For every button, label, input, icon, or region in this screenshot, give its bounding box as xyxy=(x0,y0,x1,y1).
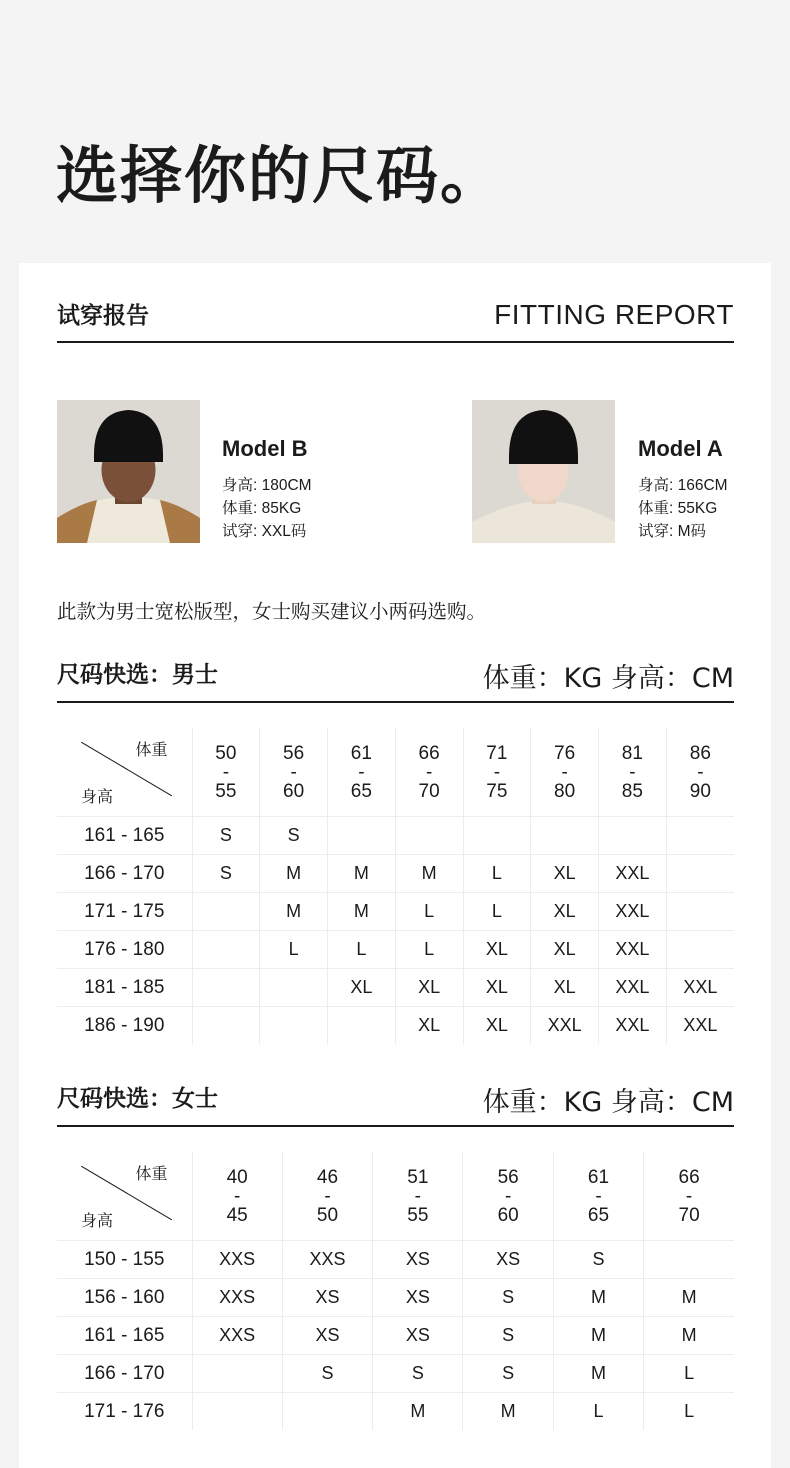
size-cell: L xyxy=(644,1393,734,1431)
table-row xyxy=(57,817,734,855)
weight-from: 66 xyxy=(678,1166,700,1188)
size-cell xyxy=(192,931,260,969)
size-cell: L xyxy=(463,893,531,931)
size-cell: M xyxy=(373,1393,463,1431)
weight-range-header xyxy=(553,1152,643,1241)
men-size-table xyxy=(57,728,734,1044)
size-cell: S xyxy=(373,1355,463,1393)
size-cell: S xyxy=(553,1241,643,1279)
weight-to: 45 xyxy=(226,1204,248,1226)
model-b-weight: 体重: 85KG xyxy=(222,500,302,517)
weight-to: 60 xyxy=(283,780,305,802)
size-cell xyxy=(192,1393,282,1431)
weight-range-header xyxy=(328,728,396,817)
table-row xyxy=(57,855,734,893)
fitting-card xyxy=(19,263,771,1468)
size-cell xyxy=(666,931,734,969)
weight-range-header xyxy=(531,728,599,817)
weight-range-header xyxy=(666,728,734,817)
size-cell: XL xyxy=(531,855,599,893)
weight-from: 76 xyxy=(554,742,576,764)
corner-height-label: 身高 xyxy=(81,787,114,806)
size-cell: M xyxy=(553,1279,643,1317)
range-dash: - xyxy=(629,761,636,783)
model-a-weight: 体重: 55KG xyxy=(638,500,718,517)
women-size-table xyxy=(57,1152,734,1430)
size-cell: S xyxy=(282,1355,372,1393)
range-dash: - xyxy=(685,1185,693,1207)
weight-from: 61 xyxy=(587,1166,610,1188)
table-row xyxy=(57,1279,734,1317)
size-cell xyxy=(328,817,396,855)
size-cell xyxy=(282,1393,372,1431)
weight-to: 55 xyxy=(407,1204,429,1226)
weight-to: 90 xyxy=(689,780,711,802)
size-cell xyxy=(395,817,463,855)
height-range-cell: 186 - 190 xyxy=(57,1007,192,1045)
size-cell: L xyxy=(260,931,328,969)
height-range-cell: 150 - 155 xyxy=(57,1241,192,1279)
model-a-name: Model A xyxy=(638,436,723,461)
corner-height-label: 身高 xyxy=(81,1211,114,1230)
range-dash: - xyxy=(324,1185,331,1207)
height-range-cell: 166 - 170 xyxy=(57,855,192,893)
height-range-cell: 161 - 165 xyxy=(57,817,192,855)
size-cell: XXS xyxy=(192,1241,282,1279)
table-row xyxy=(57,931,734,969)
weight-from: 66 xyxy=(418,742,440,764)
size-cell: XS xyxy=(282,1279,372,1317)
model-b-stats xyxy=(222,474,312,543)
weight-from: 46 xyxy=(316,1166,339,1188)
range-dash: - xyxy=(493,761,501,783)
table-row xyxy=(57,893,734,931)
model-b-photo xyxy=(57,400,200,543)
table-row xyxy=(57,1393,734,1431)
height-range-cell: 156 - 160 xyxy=(57,1279,192,1317)
size-cell: M xyxy=(644,1279,734,1317)
weight-to: 70 xyxy=(678,1204,700,1226)
size-cell: XXL xyxy=(599,931,667,969)
weight-range-header xyxy=(373,1152,463,1241)
size-cell: S xyxy=(463,1317,553,1355)
height-range-cell: 176 - 180 xyxy=(57,931,192,969)
size-cell xyxy=(192,1007,260,1045)
size-cell: S xyxy=(260,817,328,855)
weight-from: 51 xyxy=(407,1166,429,1188)
weight-range-header xyxy=(192,1152,282,1241)
weight-to: 85 xyxy=(621,780,643,802)
size-cell: XXL xyxy=(599,969,667,1007)
weight-range-header xyxy=(644,1152,734,1241)
weight-range-header xyxy=(282,1152,372,1241)
weight-range-header xyxy=(192,728,260,817)
size-cell: XXS xyxy=(282,1241,372,1279)
fit-note: 此款为男士宽松版型，女士购买建议小两码选购。 xyxy=(57,600,487,623)
size-cell xyxy=(260,1007,328,1045)
corner-weight-label: 体重 xyxy=(135,740,168,759)
range-dash: - xyxy=(358,761,365,783)
corner-weight-label: 体重 xyxy=(135,1164,168,1183)
weight-range-header xyxy=(260,728,328,817)
size-cell: XL xyxy=(463,931,531,969)
size-cell: M xyxy=(463,1393,553,1431)
model-a-photo xyxy=(472,400,615,543)
size-cell: M xyxy=(328,893,396,931)
size-cell: XS xyxy=(373,1241,463,1279)
weight-to: 65 xyxy=(350,780,372,802)
height-range-cell: 171 - 176 xyxy=(57,1393,192,1431)
size-cell: XXL xyxy=(599,1007,667,1045)
size-cell: XL xyxy=(531,969,599,1007)
men-units: 体重：KG 身高：CM xyxy=(482,663,734,694)
height-range-cell: 171 - 175 xyxy=(57,893,192,931)
weight-to: 70 xyxy=(418,780,440,802)
weight-range-header xyxy=(599,728,667,817)
weight-from: 86 xyxy=(689,742,711,764)
weight-from: 50 xyxy=(215,742,237,764)
weight-to: 80 xyxy=(554,780,576,802)
range-dash: - xyxy=(222,761,230,783)
size-cell: XXL xyxy=(666,1007,734,1045)
model-b-tried: 试穿: XXL码 xyxy=(222,523,307,540)
size-cell: XL xyxy=(395,1007,463,1045)
weight-from: 71 xyxy=(486,742,508,764)
size-cell: XXL xyxy=(666,969,734,1007)
weight-range-header xyxy=(395,728,463,817)
size-cell: L xyxy=(644,1355,734,1393)
size-cell xyxy=(599,817,667,855)
size-cell: XL xyxy=(328,969,396,1007)
range-dash: - xyxy=(595,1185,602,1207)
report-title-en: FITTING REPORT xyxy=(494,299,734,330)
size-cell: L xyxy=(463,855,531,893)
divider xyxy=(57,701,734,703)
size-cell: S xyxy=(463,1279,553,1317)
size-cell xyxy=(260,969,328,1007)
size-cell: XS xyxy=(463,1241,553,1279)
height-range-cell: 161 - 165 xyxy=(57,1317,192,1355)
height-range-cell: 181 - 185 xyxy=(57,969,192,1007)
size-cell: M xyxy=(328,855,396,893)
table-row xyxy=(57,1241,734,1279)
range-dash: - xyxy=(414,1185,421,1207)
weight-from: 81 xyxy=(621,742,643,764)
size-cell: S xyxy=(192,817,260,855)
size-cell xyxy=(463,817,531,855)
size-cell: XS xyxy=(373,1279,463,1317)
range-dash: - xyxy=(234,1185,241,1207)
size-cell: M xyxy=(260,893,328,931)
weight-from: 56 xyxy=(283,742,305,764)
size-cell: XL xyxy=(395,969,463,1007)
size-cell: XL xyxy=(531,931,599,969)
range-dash: - xyxy=(290,761,297,783)
men-section-title: 尺码快选：男士 xyxy=(57,662,218,688)
table-row xyxy=(57,1355,734,1393)
weight-to: 55 xyxy=(215,780,237,802)
model-b-name: Model B xyxy=(222,436,308,461)
size-cell: L xyxy=(395,931,463,969)
range-dash: - xyxy=(504,1185,512,1207)
model-a-height: 身高: 166CM xyxy=(638,477,728,494)
size-cell: M xyxy=(553,1317,643,1355)
divider xyxy=(57,341,734,343)
size-cell xyxy=(531,817,599,855)
size-cell xyxy=(666,817,734,855)
weight-to: 60 xyxy=(497,1204,519,1226)
weight-from: 61 xyxy=(350,742,372,764)
weight-to: 75 xyxy=(486,780,508,802)
table-row xyxy=(57,1317,734,1355)
range-dash: - xyxy=(425,761,433,783)
weight-from: 56 xyxy=(497,1166,519,1188)
size-cell: L xyxy=(395,893,463,931)
range-dash: - xyxy=(697,761,704,783)
page-title: 选择你的尺码。 xyxy=(56,139,505,212)
size-cell: XXL xyxy=(599,855,667,893)
table-row xyxy=(57,1007,734,1045)
size-cell: XS xyxy=(373,1317,463,1355)
size-cell: L xyxy=(553,1393,643,1431)
size-cell: XXL xyxy=(599,893,667,931)
report-title-cn: 试穿报告 xyxy=(57,303,149,329)
size-cell xyxy=(328,1007,396,1045)
table-corner xyxy=(57,728,192,817)
table-corner xyxy=(57,1152,192,1241)
size-cell: XL xyxy=(463,969,531,1007)
weight-range-header xyxy=(463,728,531,817)
size-cell: XS xyxy=(282,1317,372,1355)
size-cell: L xyxy=(328,931,396,969)
height-range-cell: 166 - 170 xyxy=(57,1355,192,1393)
weight-from: 40 xyxy=(226,1166,248,1188)
size-cell xyxy=(644,1241,734,1279)
size-cell: S xyxy=(463,1355,553,1393)
model-b-height: 身高: 180CM xyxy=(222,477,312,494)
size-cell xyxy=(666,893,734,931)
size-cell: M xyxy=(644,1317,734,1355)
size-cell xyxy=(192,969,260,1007)
table-row xyxy=(57,969,734,1007)
size-cell: XXL xyxy=(531,1007,599,1045)
size-cell: S xyxy=(192,855,260,893)
size-cell: XL xyxy=(531,893,599,931)
weight-to: 65 xyxy=(587,1204,610,1226)
size-cell: M xyxy=(395,855,463,893)
women-units: 体重：KG 身高：CM xyxy=(482,1087,734,1118)
size-cell: XXS xyxy=(192,1317,282,1355)
size-cell: M xyxy=(260,855,328,893)
size-cell xyxy=(192,893,260,931)
range-dash: - xyxy=(561,761,568,783)
women-section-title: 尺码快选：女士 xyxy=(57,1086,218,1112)
weight-range-header xyxy=(463,1152,553,1241)
size-cell: M xyxy=(553,1355,643,1393)
size-cell: XXS xyxy=(192,1279,282,1317)
size-cell: XL xyxy=(463,1007,531,1045)
size-cell xyxy=(666,855,734,893)
size-cell xyxy=(192,1355,282,1393)
model-a-tried: 试穿: M码 xyxy=(638,523,707,540)
model-a-stats xyxy=(638,474,728,543)
divider xyxy=(57,1125,734,1127)
weight-to: 50 xyxy=(316,1204,339,1226)
